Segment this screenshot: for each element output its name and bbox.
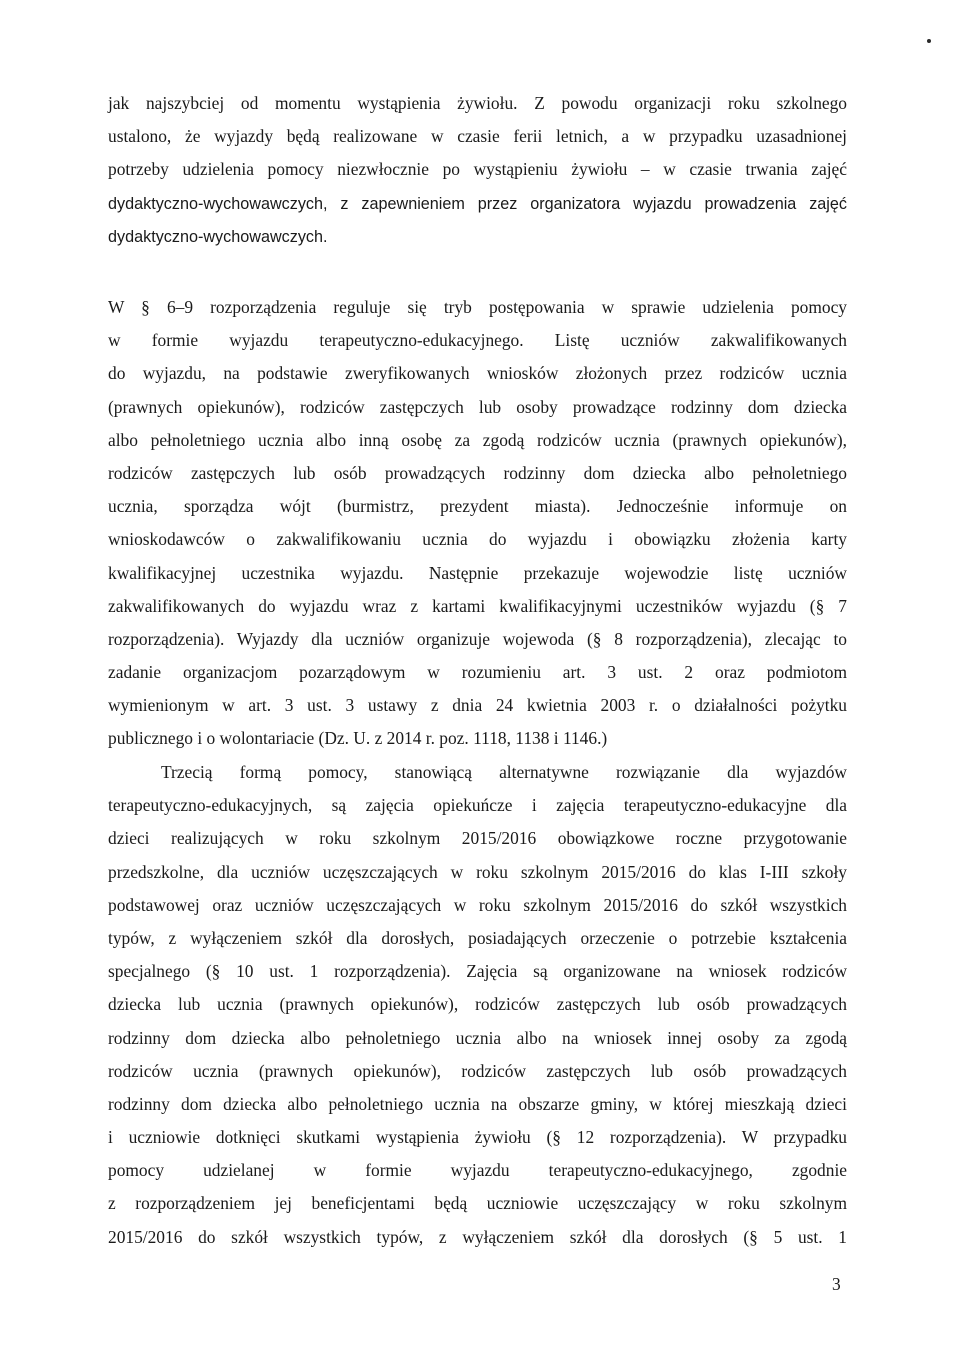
paragraph-wyjazdy — [108, 87, 847, 187]
text-line: albo pełnoletniego ucznia albo inną osobę za zgodą rodziców ucznia (prawnych opiekunów), — [108, 429, 847, 450]
text-line: wnioskodawców o zakwalifikowaniu ucznia do wyjazdu i obowiązku złożenia karty — [108, 529, 847, 550]
text-line: do wyjazdu, na podstawie zweryfikowanych wniosków złożonych przez rodziców ucznia — [108, 363, 847, 384]
text-line: zakwalifikowanych do wyjazdu wraz z kartami kwalifikacyjnymi uczestników wyjazdu (§ 7 — [108, 595, 847, 616]
text-line: dydaktyczno-wychowawczych, z zapewnieniem przez organizatora wyjazdu prowadzenia zajęć — [108, 195, 847, 213]
text-line: W § 6–9 rozporządzenia reguluje się tryb postępowania w sprawie udzielenia pomocy — [108, 297, 847, 317]
text-line: 2015/2016 do szkół wszystkich typów, z wyłączeniem szkół dla dorosłych (§ 5 ust. 1 — [108, 1226, 847, 1247]
paragraph-trzecia-forma — [108, 756, 847, 1254]
text-line: i uczniowie dotknięci skutkami wystąpienia żywiołu (§ 12 rozporządzenia). W przypadku — [108, 1127, 847, 1148]
text-line: potrzeby udzielenia pomocy niezwłocznie po wystąpieniu żywiołu – w czasie trwania zajęć — [108, 159, 847, 180]
page-number: 3 — [832, 1274, 841, 1294]
text-line: jak najszybciej od momentu wystąpienia żywiołu. Z powodu organizacji roku szkolnego — [108, 93, 847, 113]
text-line: publicznego i o wolontariacie (Dz. U. z 2014 r. poz. 1118, 1138 i 1146.) — [108, 728, 608, 749]
scan-mark — [927, 39, 931, 43]
paragraph-rozporzadzenie — [108, 291, 847, 756]
text-line: podstawowej oraz uczniów uczęszczających w roku szkolnym 2015/2016 do szkół wszystkich — [108, 894, 847, 915]
text-line: ustalono, że wyjazdy będą realizowane w czasie ferii letnich, a w przypadku uzasadnionej — [108, 126, 847, 147]
text-line: pomocy udzielanej w formie wyjazdu terapeutyczno-edukacyjnego, zgodnie — [108, 1160, 847, 1181]
text-line: rozporządzenia). Wyjazdy dla uczniów organizuje wojewoda (§ 8 rozporządzenia), zlecając to — [108, 628, 847, 649]
text-line: Trzecią formą pomocy, stanowiącą alternatywne rozwiązanie dla wyjazdów — [161, 762, 847, 782]
text-line: dziecka lub ucznia (prawnych opiekunów), rodziców zastępczych lub osób prowadzących — [108, 994, 847, 1015]
text-line: wymienionym w art. 3 ust. 3 ustawy z dnia 24 kwietnia 2003 r. o działalności pożytku — [108, 695, 847, 716]
text-line: kwalifikacyjnej uczestnika wyjazdu. Następnie przekazuje wojewodzie listę uczniów — [108, 562, 847, 583]
text-line: rodziców ucznia (prawnych opiekunów), rodziców zastępczych lub osób prowadzących — [108, 1060, 847, 1081]
text-line: z rozporządzeniem jej beneficjentami będą uczniowie uczęszczający w roku szkolnym — [108, 1193, 847, 1214]
text-line: (prawnych opiekunów), rodziców zastępczych lub osoby prowadzące rodzinny dom dziecka — [108, 396, 847, 417]
text-line: zadanie organizacjom pozarządowym w rozumieniu art. 3 ust. 2 oraz podmiotom — [108, 662, 847, 683]
text-line: dzieci realizujących w roku szkolnym 2015/2016 obowiązkowe roczne przygotowanie — [108, 828, 847, 849]
text-line: przedszkolne, dla uczniów uczęszczających w roku szkolnym 2015/2016 do klas I-III szkoły — [108, 861, 847, 882]
text-line: w formie wyjazdu terapeutyczno-edukacyjnego. Listę uczniów zakwalifikowanych — [108, 330, 847, 351]
text-line: typów, z wyłączeniem szkół dla dorosłych, posiadających orzeczenie o potrzebie kształcenia — [108, 927, 847, 948]
text-line: rodzinny dom dziecka albo pełnoletniego ucznia albo na wniosek innej osoby za zgodą — [108, 1027, 847, 1048]
paragraph-wyjazdy-continued — [108, 188, 847, 254]
text-line: rodziców zastępczych lub osób prowadzących rodzinny dom dziecka albo pełnoletniego — [108, 462, 847, 483]
text-line: terapeutyczno-edukacyjnych, są zajęcia opiekuńcze i zajęcia terapeutyczno-edukacyjne dla — [108, 795, 847, 816]
text-line: specjalnego (§ 10 ust. 1 rozporządzenia). Zajęcia są organizowane na wniosek rodziców — [108, 961, 847, 982]
text-line: dydaktyczno-wychowawczych. — [108, 228, 328, 247]
text-line: rodzinny dom dziecka albo pełnoletniego ucznia na obszarze gminy, w której mieszkają dzieci — [108, 1093, 847, 1114]
text-line: ucznia, sporządza wójt (burmistrz, prezydent miasta). Jednocześnie informuje on — [108, 496, 847, 517]
